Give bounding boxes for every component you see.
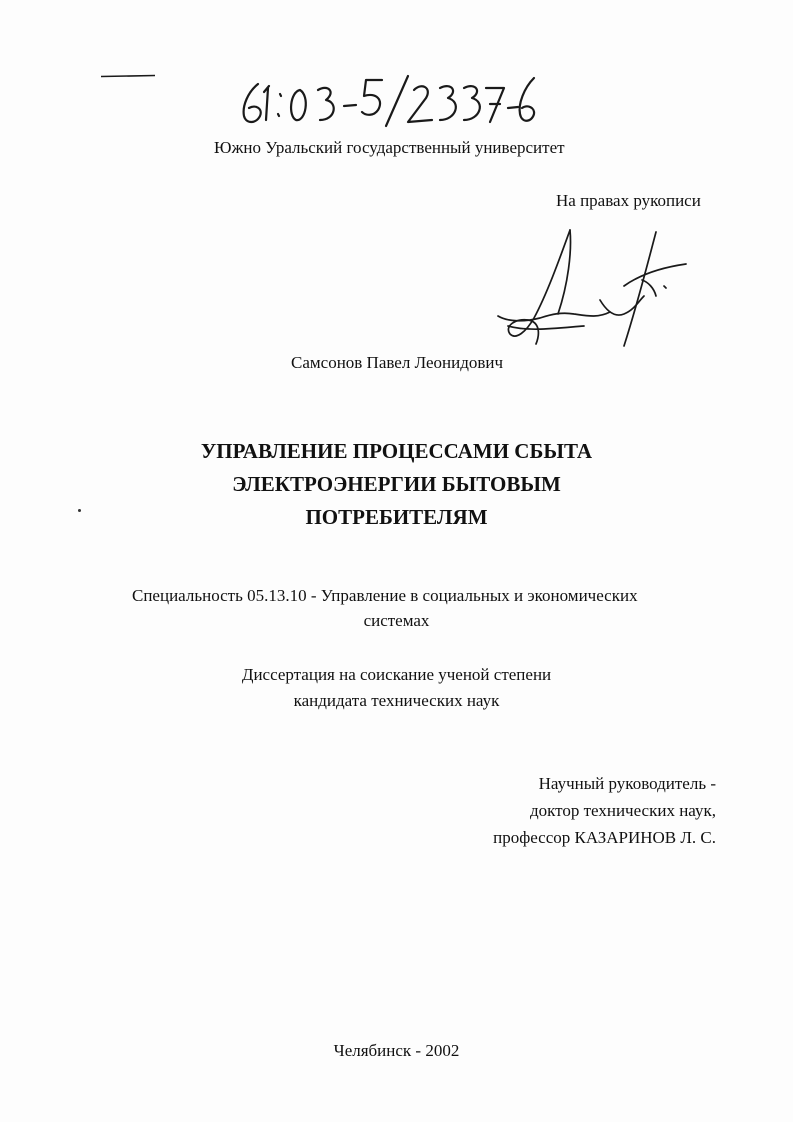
manuscript-rights-label: На правах рукописи — [556, 191, 701, 210]
scan-speck — [78, 509, 81, 512]
specialty-line-2: системах — [363, 611, 430, 630]
dissertation-line-1: Диссертация на соискание ученой степени — [241, 665, 552, 684]
supervisor-block — [493, 770, 716, 851]
city-year: Челябинск - 2002 — [333, 1041, 460, 1060]
author-signature — [488, 222, 698, 354]
author-name: Самсонов Павел Леонидович — [291, 353, 504, 372]
handwritten-dash-mark — [100, 74, 156, 78]
thesis-title-line-2: ЭЛЕКТРОЭНЕРГИИ БЫТОВЫМ — [232, 472, 561, 496]
thesis-title-line-1: УПРАВЛЕНИЕ ПРОЦЕССАМИ СБЫТА — [200, 439, 593, 463]
supervisor-line-1: Научный руководитель - — [538, 774, 716, 793]
specialty-line-1: Специальность 05.13.10 - Управление в социальных и экономических — [132, 586, 638, 605]
handwritten-archive-number — [236, 66, 536, 132]
thesis-title-line-3: ПОТРЕБИТЕЛЯМ — [305, 505, 488, 529]
university-name: Южно Уральский государственный университет — [214, 138, 565, 157]
supervisor-line-2: доктор технических наук, — [529, 801, 716, 820]
supervisor-line-3: профессор КАЗАРИНОВ Л. С. — [493, 828, 716, 847]
dissertation-line-2: кандидата технических наук — [293, 691, 500, 710]
